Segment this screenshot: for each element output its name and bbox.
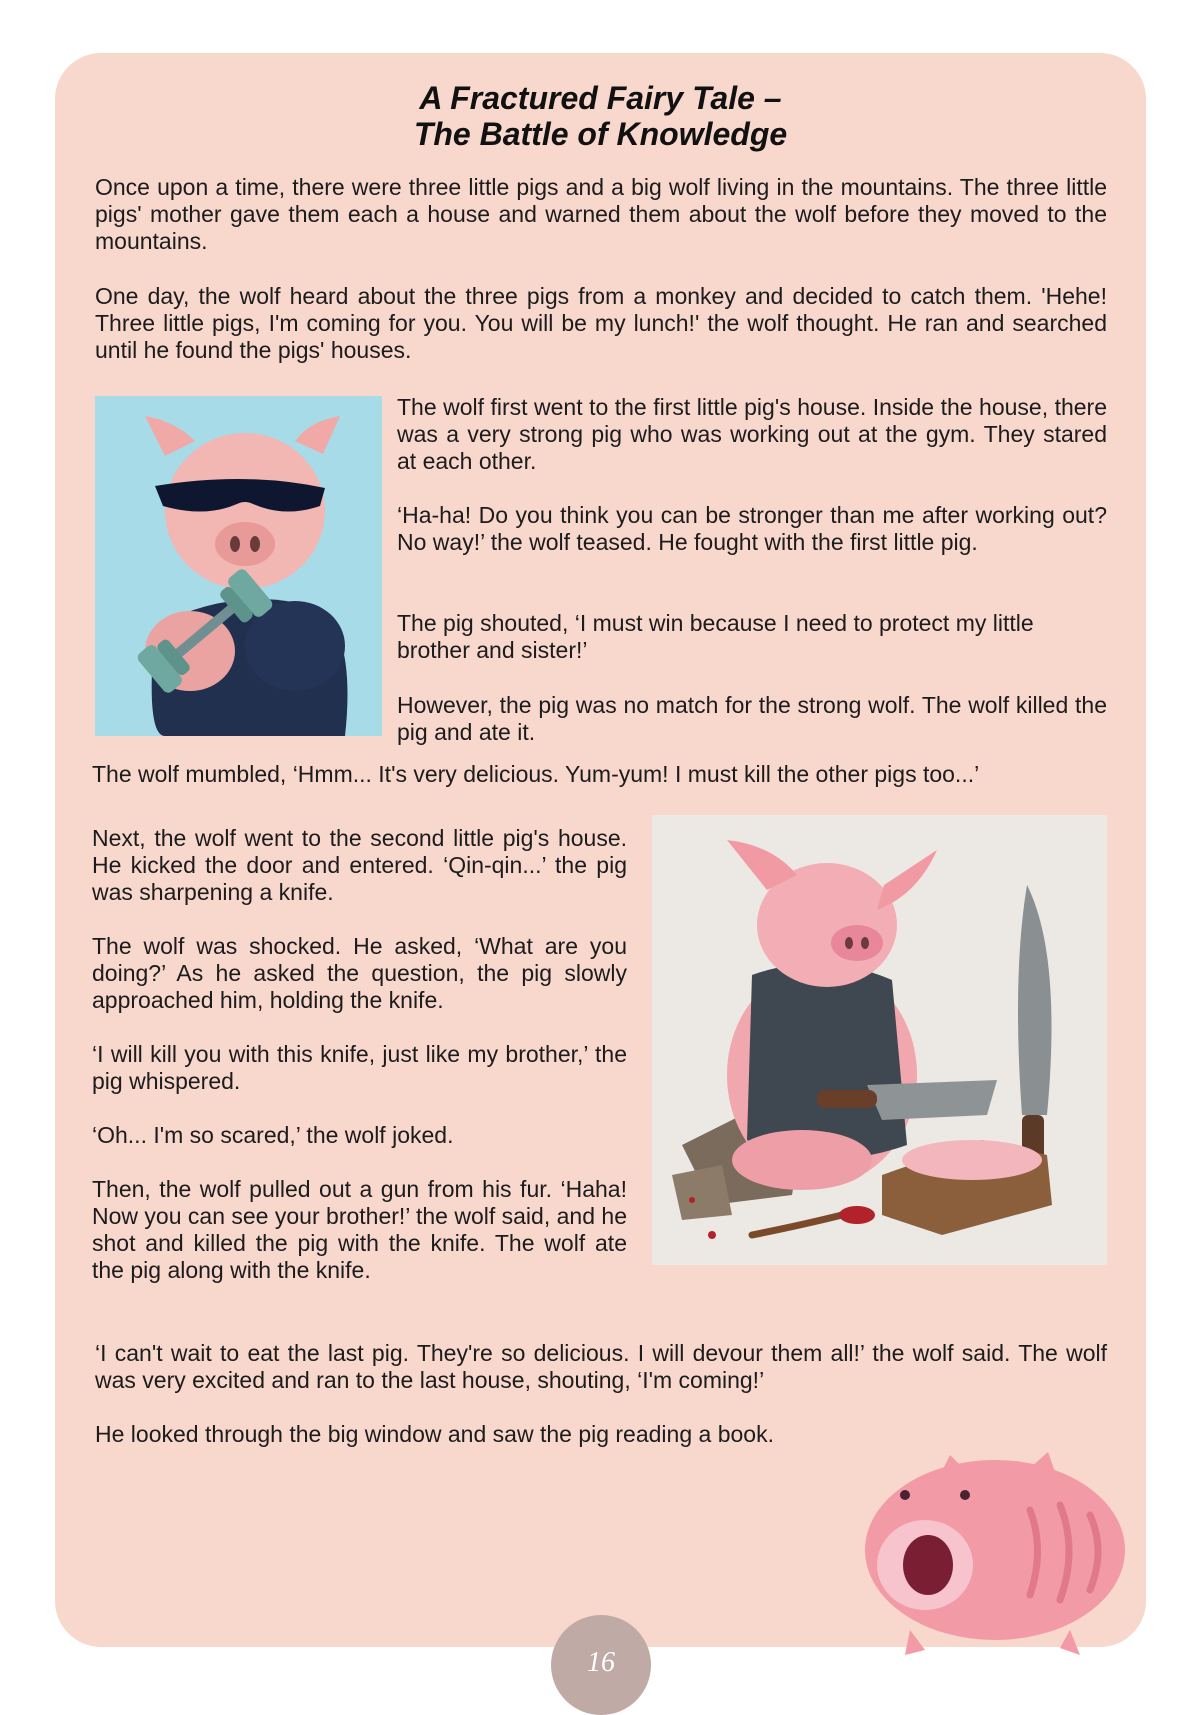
page-number-badge (551, 1615, 651, 1715)
paragraph-no-match: However, the pig was no match for the strong wolf. The wolf killed the pig and ate it. (397, 692, 1107, 745)
strong-pig-illustration (95, 396, 382, 736)
paragraph-wolf-teased: ‘Ha-ha! Do you think you can be stronger than me after working out? No way!’ the wolf teased. He fought with the first little pig. (397, 502, 1107, 555)
paragraph-wolf-shocked: The wolf was shocked. He asked, ‘What are you doing?’ As he asked the question, the pig slowly approached him, holding the knife. (92, 933, 627, 1013)
pink-pig-decoration (850, 1450, 1130, 1690)
title-line-1: A Fractured Fairy Tale – (419, 80, 782, 116)
paragraph-first-house: The wolf first went to the first little pig's house. Inside the house, there was a very strong pig who was working out at the gym. They stared at each other. (397, 394, 1107, 474)
page-number: 16 (587, 1647, 615, 1678)
paragraph-gun: Then, the wolf pulled out a gun from his fur. ‘Haha! Now you can see your brother!’ the wolf said, and he shot and killed the pig with the knife. The wolf ate the pig along with the knife. (92, 1176, 627, 1283)
paragraph-reading-book: He looked through the big window and saw the pig reading a book. (95, 1421, 774, 1447)
knife-pig-illustration (652, 815, 1107, 1265)
paragraph-wolf-joked: ‘Oh... I'm so scared,’ the wolf joked. (92, 1122, 454, 1148)
page-title (0, 80, 1201, 152)
paragraph-last-pig: ‘I can't wait to eat the last pig. They're so delicious. I will devour them all!’ the wolf said. The wolf was very excited and ran to the last house, shouting, ‘I'm coming!’ (95, 1340, 1107, 1393)
paragraph-monkey: One day, the wolf heard about the three pigs from a monkey and decided to catch them. 'Hehe! Three little pigs, I'm coming for you. You will be my lunch!' the wolf thought. He ran and searched until he found the pigs' houses. (95, 283, 1107, 363)
paragraph-second-house: Next, the wolf went to the second little pig's house. He kicked the door and entered. ‘Qin-qin...’ the pig was sharpening a knife. (92, 825, 627, 905)
paragraph-pig-whispered: ‘I will kill you with this knife, just like my brother,’ the pig whispered. (92, 1041, 627, 1094)
paragraph-wolf-mumbled: The wolf mumbled, ‘Hmm... It's very delicious. Yum-yum! I must kill the other pigs too...’ (92, 761, 980, 787)
paragraph-pig-shouted: The pig shouted, ‘I must win because I need to protect my little brother and sister!’ (397, 610, 1034, 663)
title-line-2: The Battle of Knowledge (413, 116, 788, 152)
paragraph-intro: Once upon a time, there were three little pigs and a big wolf living in the mountains. The three little pigs' mother gave them each a house and warned them about the wolf before they moved to the mountains. (95, 174, 1107, 254)
